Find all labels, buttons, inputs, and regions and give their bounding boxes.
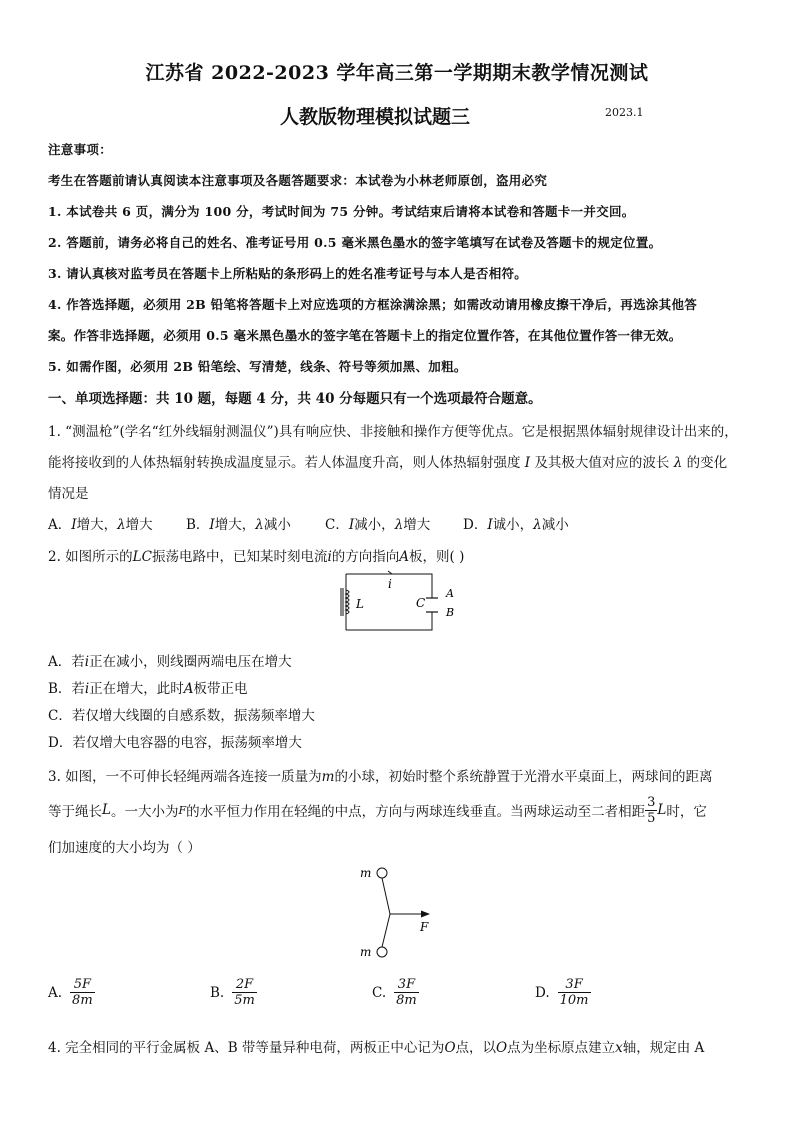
notice-item: 5. 如需作图，必须用 2B 铅笔绘、写清楚，线条、符号等须加黑、加粗。 — [48, 359, 467, 374]
q3-option-c[interactable]: C. $\frac{3F}{8m}$ — [372, 977, 417, 1008]
q1-stem-line: 情况是 — [48, 486, 89, 502]
q2-stem: 2. 如图所示的LC振荡电路中，已知某时刻电流i的方向指向A板，则( ) — [48, 549, 465, 565]
q1-option-b[interactable]: B．I增大，λ减小 — [186, 517, 291, 533]
notice-item: 4. 作答选择题，必须用 2B 铅笔将答题卡上对应选项的方框涂满涂黑；如需改动请用橡皮擦干净后，再选涂其他答 — [48, 297, 698, 312]
q1-text: 的变化 — [686, 455, 728, 471]
notice-intro: 考生在答题前请认真阅读本注意事项及各题答题要求：本试卷为小林老师原创，盗用必究 — [48, 173, 548, 188]
label-m-bottom: m — [360, 945, 372, 959]
two-ball-diagram — [350, 860, 440, 960]
ball-bottom — [377, 947, 387, 957]
q4-stem: 4. 完全相同的平行金属板 A、B 带等量异种电荷，两板正中心记为O点，以O点为坐标原点建立x轴，规定由 A — [48, 1040, 705, 1056]
notice-item: 1. 本试卷共 6 页，满分为 100 分，考试时间为 75 分钟。考试结束后请将本试卷和答题卡一并交回。 — [48, 204, 635, 219]
label-i: i — [388, 577, 392, 591]
rope-lower — [382, 914, 390, 947]
notice-item: 2. 答题前，请务必将自己的姓名、准考证号用 0.5 毫米黑色墨水的签字笔填写在试卷及答题卡的规定位置。 — [48, 235, 662, 250]
label-F: F — [420, 920, 429, 934]
q3-stem-line: 3. 如图，一不可伸长轻绳两端各连接一质量为m的小球，初始时整个系统静置于光滑水平桌面上，两球间的距离 — [48, 769, 713, 785]
exam-date: 2023.1 — [605, 106, 644, 119]
q2-option-a[interactable]: A．若i正在减小，则线圈两端电压在增大 — [48, 654, 292, 670]
lc-circuit-diagram — [330, 568, 470, 636]
q1-text: 能将接收到的人体热辐射转换成温度显示。若人体温度升高，则人体热辐射强度 — [48, 455, 521, 471]
ball-top — [377, 868, 387, 878]
q3-option-d[interactable]: D. $\frac{3F}{10m}$ — [535, 977, 589, 1008]
q1-stem-line — [48, 451, 727, 471]
q3-stem-line: 们加速度的大小均为（ ） — [48, 840, 201, 856]
arrow-head-icon — [421, 911, 430, 918]
label-B: B — [446, 606, 455, 619]
symbol-lambda: λ — [673, 455, 683, 471]
rope-upper — [382, 878, 390, 914]
fraction-3-5: $\frac{3}{5}$ — [647, 794, 656, 826]
label-L: L — [356, 597, 364, 611]
q1-option-c[interactable]: C．I减小，λ增大 — [325, 517, 431, 533]
notice-heading: 注意事项： — [48, 142, 113, 157]
q1-stem-line: 1. “测温枪”(学名“红外线辐射测温仪”)具有响应快、非接触和操作方便等优点。它是根据黑体辐射规律设计出来的， — [48, 424, 738, 440]
q2-option-b[interactable]: B．若i正在增大，此时A板带正电 — [48, 681, 248, 697]
exam-subtitle: 人教版物理模拟试题三 — [280, 106, 471, 128]
notice-item: 案。作答非选择题，必须用 0.5 毫米黑色墨水的签字笔在答题卡上的指定位置作答，在其他位置作答一律无效。 — [48, 328, 682, 343]
q3-stem-line: 等于绳长 L 。一大小为 F 的水平恒力作用在轻绳的中点，方向与两球连线垂直。当两球运动至二者相距 $\frac{3}{5}$ L 时，它 — [48, 794, 707, 826]
q2-option-d[interactable]: D．若仅增大电容器的电容，振荡频率增大 — [48, 735, 302, 751]
section-heading: 一、单项选择题：共 10 题，每题 4 分，共 40 分每题只有一个选项最符合题意。 — [48, 391, 542, 407]
q2-option-c[interactable]: C．若仅增大线圈的自感系数，振荡频率增大 — [48, 708, 315, 724]
label-A: A — [446, 587, 454, 600]
circuit-wire — [346, 612, 432, 630]
exam-title: 江苏省 2022-2023 学年高三第一学期期末教学情况测试 — [145, 62, 649, 84]
q3-option-a[interactable]: A. $\frac{5F}{8m}$ — [48, 977, 93, 1008]
symbol-I: I — [524, 455, 531, 471]
label-m-top: m — [360, 866, 372, 880]
q3-option-b[interactable]: B. $\frac{2F}{5m}$ — [210, 977, 255, 1008]
inductor-coil — [346, 590, 349, 614]
q1-text: 及其极大值对应的波长 — [534, 455, 670, 471]
q1-option-d[interactable]: D．I诚小，λ减小 — [463, 517, 569, 533]
label-C: C — [416, 596, 426, 610]
q1-option-a[interactable]: A．I增大，λ增大 — [48, 517, 153, 533]
notice-item: 3. 请认真核对监考员在答题卡上所粘贴的条形码上的姓名准考证号与本人是否相符。 — [48, 266, 528, 281]
